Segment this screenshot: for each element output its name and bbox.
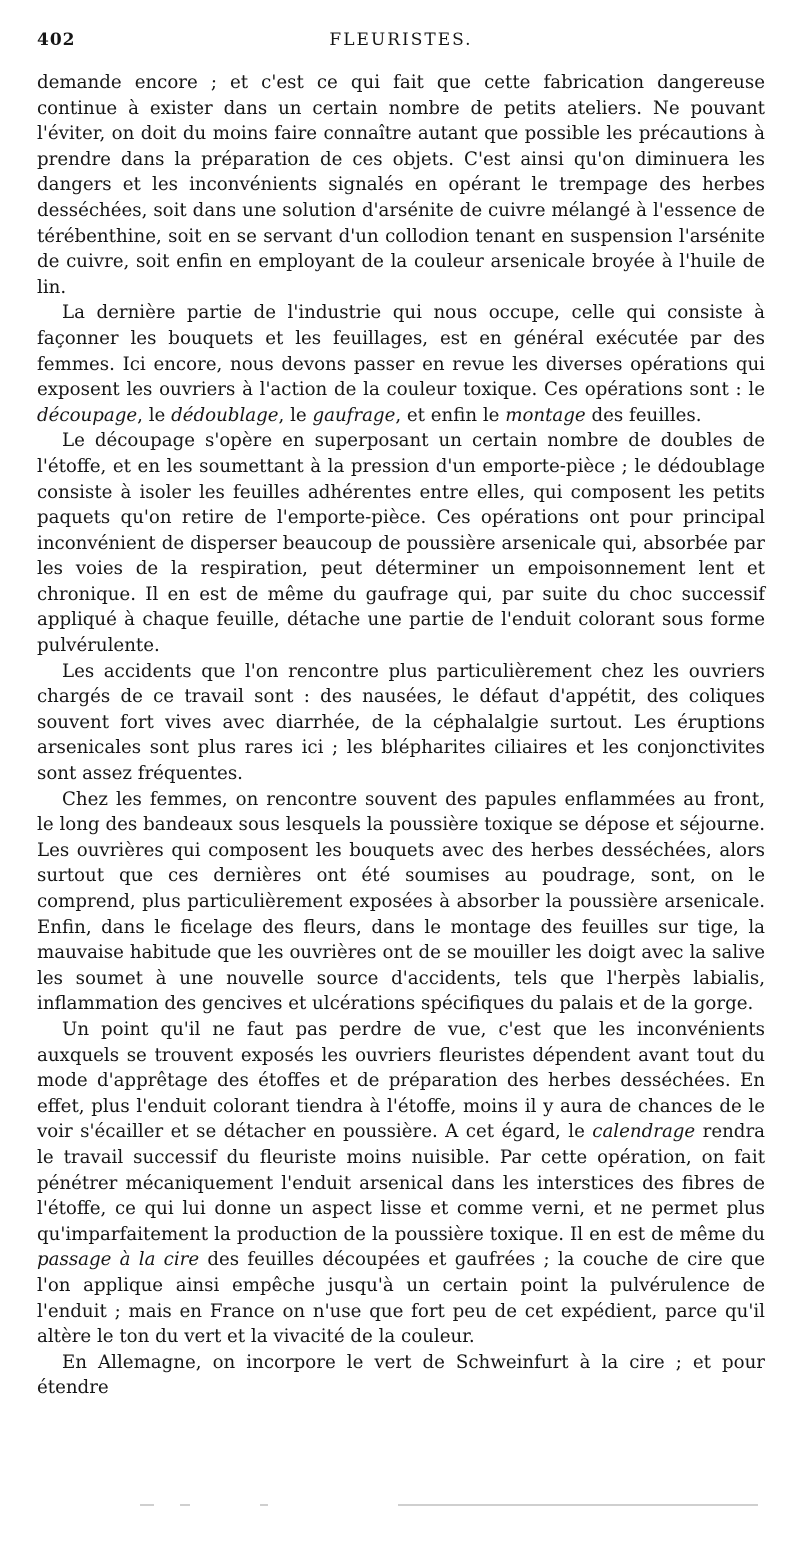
paragraph-5 <box>37 787 765 1017</box>
paragraph-2 <box>37 300 765 428</box>
paragraph-3 <box>37 428 765 658</box>
text-run: rendra le travail successif du fleuriste moins nuisible. Par cette opération, on fait pénétrer mécaniquement l'enduit arsenical dans les interstices des fibres de l'étoffe, ce qui lui donne un aspect lisse et comme verni, et ne permet plus qu'imparfaitement la production de la poussière toxique. Il en est de même du <box>37 1121 765 1245</box>
paragraph-4 <box>37 659 765 787</box>
book-page <box>37 30 765 1401</box>
body-text <box>37 70 765 1401</box>
text-run: Un point qu'il ne faut pas perdre de vue, c'est que les inconvénients auxquels se trouvent exposés les ouvriers fleuristes dépendent avant tout du mode d'apprêtage des étoffes et de préparation des herbes desséchées. En effet, plus l'enduit colorant tiendra à l'étoffe, moins il y aura de chances de le voir s'écailler et se détacher en poussière. A cet égard, le <box>37 1018 765 1143</box>
bleed-through-marks <box>140 1504 760 1508</box>
page-number: 402 <box>37 30 76 50</box>
text-run: des feuilles. <box>585 404 702 426</box>
text-run: , le <box>137 404 172 426</box>
text-run: Chez les femmes, on rencontre souvent des papules enflammées au front, le long des bandeaux sous lesquels la poussière toxique se dépose et séjourne. Les ouvrières qui composent les bouquets avec des herbes desséchées, alors surtout que ces dernières ont été soumises au poudrage, sont, on le comprend, plus particulièrement exposées à absorber la poussière arsenicale. Enfin, dans le ficelage des fleurs, dans le montage des feuilles sur tige, la mauvaise habitude que les ouvrières ont de se mouiller les doigt avec la salive les soumet à une nouvelle source d'accidents, tels que l'herpès labialis, inflammation des gencives et ulcérations spécifiques du palais et de la gorge. <box>37 788 765 1015</box>
text-run: La dernière partie de l'industrie qui nous occupe, celle qui consiste à façonner les bouquets et les feuillages, est en général exécutée par des femmes. Ici encore, nous devons passer en revue les diverses opérations qui exposent les ouvriers à l'action de la couleur toxique. Ces opérations sont : le <box>37 302 765 401</box>
italic-term: dédoublage <box>171 404 279 426</box>
paragraph-7 <box>37 1350 765 1401</box>
italic-term: découpage <box>37 404 138 426</box>
italic-term: gaufrage <box>312 404 396 426</box>
running-title: FLEURISTES. <box>329 30 473 50</box>
page-header <box>37 30 765 52</box>
italic-term: calendrage <box>592 1121 696 1143</box>
text-run: Le découpage s'opère en superposant un certain nombre de doubles de l'étoffe, et en les soumettant à la pression d'un emporte-pièce ; le dédoublage consiste à isoler les feuilles adhérentes entre elles, qui composent les petits paquets qu'on retire de l'emporte-pièce. Ces opérations ont pour principal inconvénient de disperser beaucoup de poussière arsenicale qui, absorbée par les voies de la respiration, peut déterminer un empoisonnement lent et chronique. Il en est de même du gaufrage qui, par suite du choc successif appliqué à chaque feuille, détache une partie de l'enduit colorant sous forme pulvérulente. <box>37 430 765 657</box>
italic-term: passage à la cire <box>37 1249 200 1271</box>
text-run: des feuilles découpées et gaufrées ; la couche de cire que l'on applique ainsi empêche jusqu'à un certain point la pulvérulence de l'enduit ; mais en France on n'use que fort peu de cet expédient, parce qu'il altère le ton du vert et la vivacité de la couleur. <box>37 1249 765 1348</box>
text-run: , et enfin le <box>395 404 506 426</box>
italic-term: montage <box>505 404 586 426</box>
paragraph-1 <box>37 70 765 300</box>
text-run: Les accidents que l'on rencontre plus particulièrement chez les ouvriers chargés de ce travail sont : des nausées, le défaut d'appétit, des coliques souvent fort vives avec diarrhée, de la céphalalgie surtout. Les éruptions arsenicales sont plus rares ici ; les blépharites ciliaires et les conjonctivites sont assez fréquentes. <box>37 660 765 785</box>
paragraph-6 <box>37 1017 765 1350</box>
text-run: demande encore ; et c'est ce qui fait que cette fabrication dangereuse continue à exister dans un certain nombre de petits ateliers. Ne pouvant l'éviter, on doit du moins faire connaître autant que possible les précautions à prendre dans la préparation de ces objets. C'est ainsi qu'on diminuera les dangers et les inconvénients signalés en opérant le trempage des herbes desséchées, soit dans une solution d'arsénite de cuivre mélangé à l'essence de térébenthine, soit en se servant d'un collodion tenant en suspension l'arsénite de cuivre, soit enfin en employant de la couleur arsenicale broyée à l'huile de lin. <box>37 72 765 298</box>
text-run: , le <box>278 404 313 426</box>
text-run: En Allemagne, on incorpore le vert de Schweinfurt à la cire ; et pour étendre <box>37 1351 765 1399</box>
